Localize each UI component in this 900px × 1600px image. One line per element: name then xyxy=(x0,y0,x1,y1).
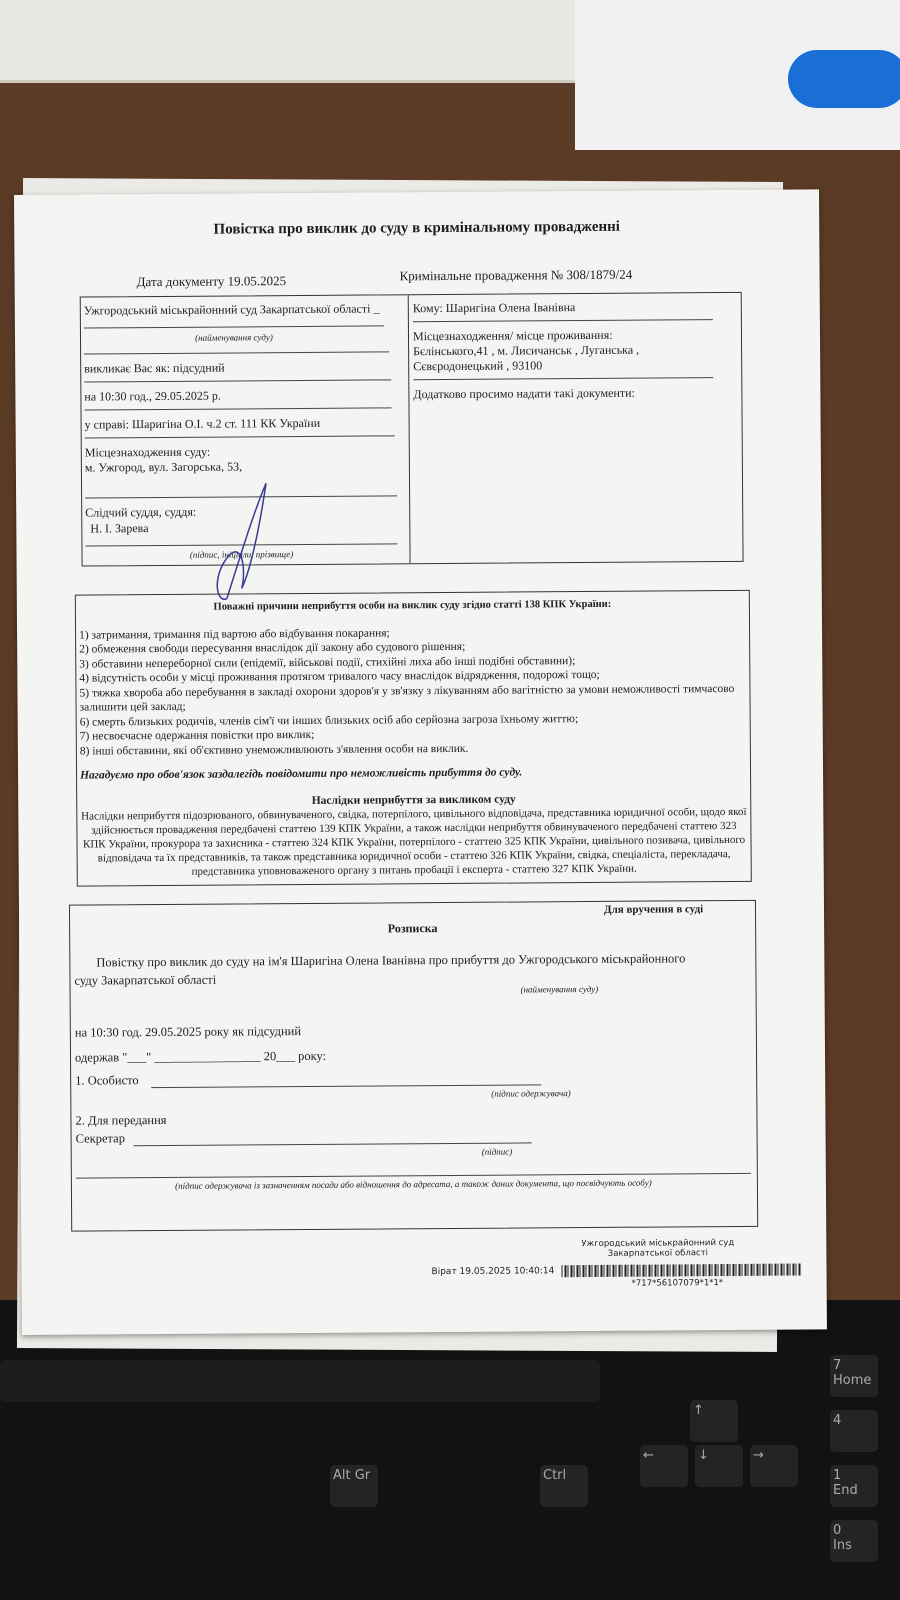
for-transfer-label: 2. Для передання xyxy=(75,1112,167,1128)
reason-item: 3) обставини непереборної сили (епідемії, військові події, стихійні лиха або інші подібні обставини); xyxy=(79,654,576,671)
documents-request: Додатково просимо надати такі документи: xyxy=(413,385,635,402)
key-arrow-down: ↓ xyxy=(695,1445,743,1487)
reason-item: 2) обмеження свободи пересування внаслідок дії закону або судового рішення; xyxy=(79,640,466,656)
document-title: Повістка про виклик до суду в кримінальному провадженні xyxy=(213,218,620,238)
receipt-time: на 10:30 год. 29.05.2025 року як підсудний xyxy=(74,1024,302,1040)
receipt-line-2: суду Закарпатської області xyxy=(74,972,217,988)
key-label: Alt Gr xyxy=(333,1468,371,1483)
summons-table xyxy=(80,292,744,567)
court-name-caption: (найменування суду) xyxy=(195,332,273,343)
consequences-text: Наслідки неприбуття підозрюваного, обвинуваченого, свідка, потерпілого, цивільного відповідача, представника юридичної особи, щодо якої здійснюється провадження передбачені статтею 139 КПК України, а також наслідки неприбуття обвинуваченого передбачені статтею 323 КПК України, прокурора та захисника - статтею 324 КПК України, потерпілого - статтею 325 КПК України, цивільного позивача, цивільного відповідача та їх представників, та також представника юридичної особи - статтею 326 КПК України, свідка, спеціаліста, перекладача, представника уповноваженого органу з питань пробації і експерта - статтею 327 КПК України. xyxy=(81,805,747,878)
receipt-section xyxy=(69,900,758,1232)
blue-pen-cap xyxy=(788,50,900,108)
receipt-heading: Розписка xyxy=(387,921,438,936)
key-1 xyxy=(830,1465,878,1507)
key-label: Ins xyxy=(833,1538,852,1553)
address-label: Місцезнаходження/ місце проживання: xyxy=(412,327,613,344)
stamp-court-line-2: Закарпатської області xyxy=(607,1248,709,1259)
reason-item: 8) інші обставини, які об'єктивно унеможливлюють з'явлення особи на виклик. xyxy=(79,742,469,758)
key-label: 0 xyxy=(833,1523,842,1538)
for-court-label: Для вручення в суді xyxy=(603,903,704,916)
judge-name: Н. І. Зарева xyxy=(90,521,149,536)
court-location-label: Місцезнаходження суду: xyxy=(84,444,211,460)
court-location: м. Ужгород, вул. Загорська, 53, xyxy=(84,459,243,475)
received-line: одержав "___" _________________ 20___ року: xyxy=(74,1048,327,1065)
court-caption: (найменування суду) xyxy=(520,983,599,995)
key-4 xyxy=(830,1410,878,1452)
receipt-footer-caption: (підпис одержувача із зазначенням посади або відношення до адресата, а також даних документа, що посвідчують особу) xyxy=(175,1177,652,1191)
judge-label: Слідчий суддя, суддя: xyxy=(85,504,197,520)
receipt-line-1: Повістку про виклик до суду на ім'я Шаригіна Олена Іванівна про прибуття до Ужгородського міськрайонного xyxy=(96,951,686,970)
key-7 xyxy=(830,1355,878,1397)
address-line-2: Сєвєродонецький , 93100 xyxy=(413,358,543,374)
recipient: Кому: Шаригіна Олена Іванівна xyxy=(412,300,576,316)
case-number: Кримінальне провадження № 308/1879/24 xyxy=(399,266,633,284)
barcode-icon xyxy=(561,1264,801,1278)
key-label: 7 xyxy=(833,1358,842,1373)
reminder: Нагадуємо про обов'язок заздалегідь повідомити про неможливість прибуття до суду. xyxy=(80,766,523,782)
personally-label: 1. Особисто xyxy=(75,1073,139,1088)
key-arrow-up: ↑ xyxy=(690,1400,738,1442)
reason-item: 1) затримання, тримання під вартою або відбування покарання; xyxy=(79,626,390,642)
hearing-time: на 10:30 год., 29.05.2025 р. xyxy=(84,388,221,404)
address-line-1: Бєлінського,41 , м. Лисичанськ , Луганська , xyxy=(413,342,640,359)
key-label: 4 xyxy=(833,1413,842,1428)
barcode-number: *717*56107079*1*1* xyxy=(631,1278,724,1289)
key-label: Home xyxy=(833,1373,872,1388)
key-label: End xyxy=(833,1483,858,1498)
signature-caption: (підпис, ініціали, прізвище) xyxy=(189,549,294,560)
reason-item: 5) тяжка хвороба або перебування в закладі охорони здоров'я у зв'язку з лікуванням або вагітністю за умови неможливості тимчасово залишити цей заклад; xyxy=(79,682,735,714)
reason-item: 4) відсутність особи у місці проживання протягом тривалого часу внаслідок відрядження, подорожі тощо; xyxy=(79,668,600,685)
summoned-as: викликає Вас як: підсудний xyxy=(84,360,225,376)
signature-icon xyxy=(196,478,277,609)
key-label: 1 xyxy=(833,1468,842,1483)
keyboard-keys-area xyxy=(0,1360,600,1402)
consequences-heading: Наслідки неприбуття за викликом суду xyxy=(311,793,516,807)
key-0 xyxy=(830,1520,878,1562)
outgoing-timestamp: Вірат 19.05.2025 10:40:14 xyxy=(431,1266,555,1278)
reason-item: 6) смерть близьких родичів, членів сім'ї чи інших близьких осіб або серйозна загроза їхньому життю; xyxy=(79,712,579,729)
reasons-heading: Поважні причини неприбуття особи на виклик суду згідно статті 138 КПК України: xyxy=(213,598,612,613)
valid-reasons-section xyxy=(75,590,752,887)
key-label: Ctrl xyxy=(543,1468,567,1483)
court-stamp xyxy=(581,1238,734,1259)
secretary-label: Секретар xyxy=(75,1131,125,1146)
key-altgr xyxy=(330,1465,378,1507)
key-ctrl xyxy=(540,1465,588,1507)
key-arrow-right: → xyxy=(750,1445,798,1487)
court-name: Ужгородський міськрайонний суд Закарпатської області _ xyxy=(83,301,380,318)
reason-item: 7) несвоєчасне одержання повістки про виклик; xyxy=(79,728,315,743)
secretary-signature-caption: (підпис) xyxy=(481,1146,513,1157)
stamp-court-line-1: Ужгородський міськрайонний суд xyxy=(581,1237,735,1250)
key-arrow-left: ← xyxy=(640,1445,688,1487)
document-date: Дата документу 19.05.2025 xyxy=(136,273,287,290)
summons-document xyxy=(14,189,827,1335)
case-description: у справі: Шаригіна О.І. ч.2 ст. 111 КК України xyxy=(84,415,321,432)
recipient-signature-caption: (підпис одержувача) xyxy=(491,1088,571,1099)
